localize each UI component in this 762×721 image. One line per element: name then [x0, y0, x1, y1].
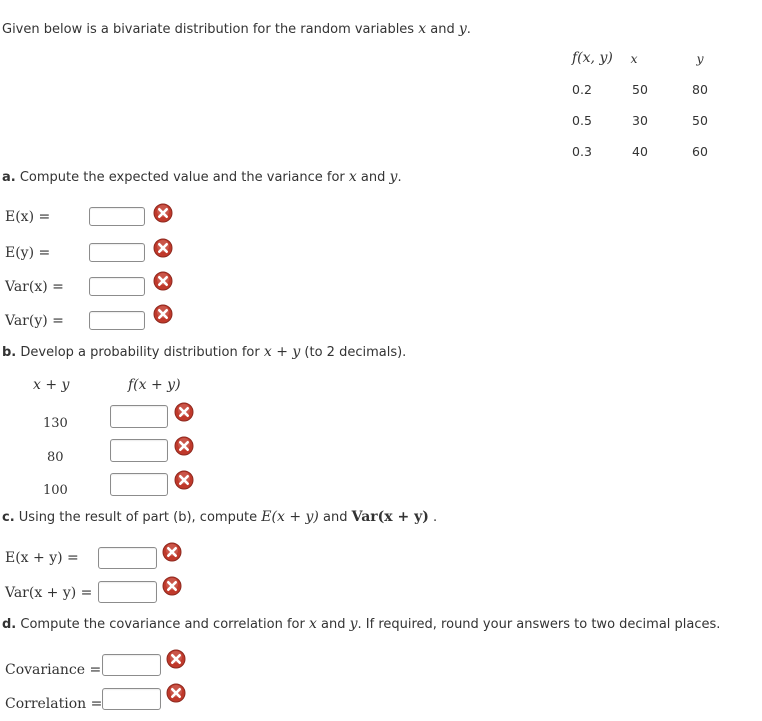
x-circle-icon [166, 683, 186, 703]
x-circle-icon [153, 271, 173, 291]
covariance-label: Covariance = [5, 662, 102, 678]
table-header-fxy: f(x, y) [572, 50, 613, 66]
table-cell-f: 0.2 [572, 82, 592, 97]
question-text: . If required, round your answers to two decimal places. [357, 617, 721, 632]
table-cell-y: 50 [692, 113, 708, 128]
x-circle-icon [166, 649, 186, 669]
x-circle-icon [153, 304, 173, 324]
part-c-question [2, 509, 437, 525]
ey-input[interactable] [89, 243, 145, 262]
vary-input[interactable] [89, 311, 145, 330]
ey-label: E(y) = [5, 245, 51, 261]
variance-sum-expression: Var(x + y) [351, 509, 429, 525]
table-header-y: y [696, 51, 704, 66]
question-text: and [316, 617, 350, 632]
question-text: (to 2 decimals). [300, 345, 407, 360]
x-circle-icon [174, 402, 194, 422]
intro-text [2, 21, 471, 37]
exy-label: E(x + y) = [5, 550, 79, 566]
covariance-input[interactable] [102, 654, 161, 676]
varx-label: Var(x) = [5, 279, 64, 295]
question-text: Compute the covariance and correlation for [16, 617, 309, 632]
question-text: Compute the expected value and the variance for [15, 170, 349, 185]
x-circle-icon [162, 576, 182, 596]
ex-input[interactable] [89, 207, 145, 226]
sum-column-header: x + y [33, 377, 70, 393]
table-header-x: x [630, 51, 638, 66]
ex-label: E(x) = [5, 209, 51, 225]
var-x: x [418, 21, 427, 37]
sum-value: 80 [47, 450, 64, 465]
part-a-label: a. [2, 170, 16, 185]
part-b-question [2, 344, 406, 360]
question-text: . [397, 170, 402, 185]
table-cell-y: 80 [692, 82, 708, 97]
var-x: x [308, 616, 317, 632]
table-cell-x: 50 [632, 82, 648, 97]
table-cell-y: 60 [692, 144, 708, 159]
sum-value: 100 [43, 483, 68, 498]
sum-expression: x + y [263, 344, 301, 360]
expected-sum-expression: E(x + y) [261, 509, 319, 525]
varx-input[interactable] [89, 277, 145, 296]
table-cell-x: 30 [632, 113, 648, 128]
fsum-input[interactable] [110, 473, 168, 496]
var-y: y [349, 616, 358, 632]
correlation-label: Correlation = [5, 696, 103, 712]
fsum-input[interactable] [110, 405, 168, 428]
question-text: . [428, 510, 438, 525]
sum-value: 130 [43, 416, 68, 431]
table-cell-f: 0.3 [572, 144, 592, 159]
x-circle-icon [153, 203, 173, 223]
x-circle-icon [174, 436, 194, 456]
x-circle-icon [153, 238, 173, 258]
intro-text-part: . [466, 22, 471, 37]
varxy-label: Var(x + y) = [5, 585, 93, 601]
x-circle-icon [174, 470, 194, 490]
exy-input[interactable] [98, 547, 157, 569]
var-y: y [458, 21, 467, 37]
fsum-input[interactable] [110, 439, 168, 462]
part-d-question [2, 616, 720, 632]
correlation-input[interactable] [102, 688, 161, 710]
intro-text-part: Given below is a bivariate distribution for the random variables [2, 22, 419, 37]
table-cell-f: 0.5 [572, 113, 592, 128]
part-d-label: d. [2, 617, 17, 632]
part-c-label: c. [2, 510, 15, 525]
fsum-column-header: f(x + y) [128, 377, 181, 393]
varxy-input[interactable] [98, 581, 157, 603]
part-b-label: b. [2, 345, 17, 360]
intro-text-part: and [426, 22, 459, 37]
var-y: y [389, 169, 398, 185]
x-circle-icon [162, 542, 182, 562]
question-text: and [318, 510, 352, 525]
question-text: Using the result of part (b), compute [14, 510, 262, 525]
question-text: Develop a probability distribution for [16, 345, 264, 360]
vary-label: Var(y) = [5, 313, 64, 329]
question-text: and [356, 170, 390, 185]
part-a-question [2, 169, 402, 185]
table-cell-x: 40 [632, 144, 648, 159]
var-x: x [348, 169, 357, 185]
